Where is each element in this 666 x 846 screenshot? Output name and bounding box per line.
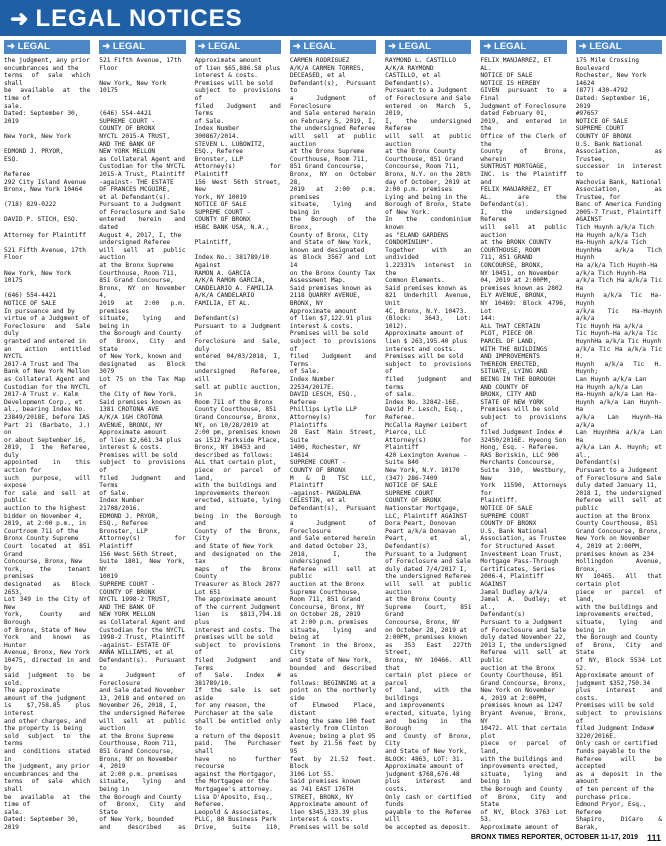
arrow-right-icon: ➜ bbox=[578, 41, 590, 52]
notice-column bbox=[576, 40, 662, 830]
footer-publication: BRONX TIMES REPORTER, OCTOBER 11-17, 2019 bbox=[470, 834, 638, 841]
notice-text: 521 Fifth Avenue, 17th Floor New York, New York 10175 (646) 554-4421 SUPREME COURT - COUNTY OF BRONX NYCTL 2015-A TRUST, AND THE BANK OF NEW YORK MELLON as Collateral Agent and Custodian for the NYCTL 2015-A Trust, Plaintiff -against- THE ESTATE OF FRANCES MCGUIRE, et al Defendant(s). Pursuant to a Judgment of Foreclosure and Sale entered herein and dated August 4, 2017, I, the undersigned Referee will sell at public auction at the Bronx Supreme Courthouse, Room 711, 851 Grand Concourse, Bronx, NY on November 4, 2019 at 2:00 p.m. premises situate, lying and being in the Borough and County of Bronx, City and State of New York, known and designated as Block 3079 Lot 75 on the Tax Map of the City of New York. Said premises known as 1381 CROTONA AVE A/K/A 1GH CROTONA AVENUE, BRONX, NY Approximate amount of lien $2,661.34 plus interest & costs. Premises will be sold subject to provisions of filed Judgment and Terms of Sale. Index Number 21708/2016. EDMOND J. PRYOR, ESQ., Referee Bronster, LLP Attorney(s) for Plaintiff 156 West 56th Street, Suite 1801, New York, NY 10019 SUPREME COURT - COUNTY OF BRONX NYCTL 1998-2 TRUST, AND THE BANK OF NEW YORK MELLON as Collateral Agent and Custodian for the NYCTL 1998-2 Trust, Plaintiff -against- ESTATE OF ANNA WILLIAMS, et al Defendant(s). Pursuant to a Judgment of Foreclosure and Sale dated November 13, 2018 and entered on November 26, 2018, I, the undersigned Referee will sell at public auction at the Bronx Supreme Courthouse, Room 711, 851 Grand Concourse, Bronx, NY on November 4, 2019 at 2:00 p.m. premises situate, lying and being in the Borough and County of Bronx, City and State of New York, bounded and described as bbox=[99, 57, 186, 830]
notice-column bbox=[195, 40, 281, 830]
banner-title: LEGAL NOTICES bbox=[35, 5, 243, 32]
arrow-right-icon: ➜ bbox=[388, 41, 399, 52]
notice-column bbox=[290, 40, 376, 830]
arrow-right-icon: ➜ bbox=[197, 41, 209, 52]
notice-text: the judgment, any prior encumbrances and the terms of sale which shall be available at the time of sale. Dated: September 30, 2019 New York, New York EDMOND J. PRYOR, ESQ. Referee 292 City Island Avenue Bronx, New York 10464 (718) 829-0222 DAVID P. STICH, ESQ. Attorney for Plaintiff 521 Fifth Avenue, 17th Floor New York, New York 10175 (646) 554-4421 NOTICE OF SALE In pursuance and by virtue of a Judgment of Foreclosure and Sale duly granted and entered in an action entitled NYCTL 2017-A Trust and The Bank of New York Mellon as Collateral Agent and Custodian for the NYCTL 2017-A Trust v. Kalm Development Corp., et al., bearing Index No. 23849/2018E, before IAS Part 21 (Barbato, J.) on or about September 16, 2019, I the Referee, duly appointed in this action for such purpose, will expose for sale and sell at public auction to the highest bidder on November 4, 2019, at 2:00 p.m., in Courtroom 711 of the Bronx County Supreme Court located at 851 Grand Concourse, Bronx, New York, the tenant premises designated as Block 2653, Lot 349 in the City of New York, County and Borough of Bronx, State of New York and known as Hunter Avenue, Bronx, New York 10475, directed in and by said judgment to be sold. The approximate amount of the judgment is $7,758.85 plus interest and other charges, and the property is being sold subject to the terms and conditions stated in the judgment, any prior encumbrances and the terms of sale which shall be available at the time of sale. Dated: September 30, 2019 bbox=[4, 57, 91, 830]
legal-section-header bbox=[99, 40, 185, 54]
legal-section-header bbox=[4, 40, 90, 54]
legal-section-label: LEGAL bbox=[303, 41, 336, 52]
arrow-right-icon: ➜ bbox=[483, 41, 495, 52]
legal-section-header bbox=[290, 40, 376, 54]
legal-section-label: LEGAL bbox=[208, 41, 241, 52]
banner-title-wrap bbox=[10, 5, 243, 33]
notice-text: Approximate amount of lien $65,886.58 plus interest & costs. Premises will be sold subject to provisions of filed Judgment and Terms of Sale. Index Number 300867/2014. STEVEN L. LUBOWITZ, ESQ., Referee Bronster, LLP Attorney(s) for Plaintiff 156 West 56th Street, New York, NY 10019 NOTICE OF SALE SUPREME COURT - COUNTY OF BRONX HSBC BANK USA, N.A., Plaintiff, Index No.: 381789/10 Against RAMON A. GARCIA A/K/A RAMON GARCIA, CANDELARIO A. FAMILIA A/K/A CANDELARIO FAMILIA, ET AL. Defendant(s) Pursuant to a Judgment of Foreclosure and Sale, duly entered 04/03/2018, I, the undersigned Referee, will sell at public auction, in Room 711 of the Bronx County Courthouse, 851 Grand Concourse, Bronx, NY, on 10/28/2019 at 2:00 pm, premises known as 1512 Parkside Place, Bronx, NY 10453 and described as follows: ALL that certain plot, piece or parcel of land, with the buildings and improvements thereon erected, situate, lying and being in the Borough and County of the Bronx, City and State of New York and designated on the tax maps of the Bronx County Treasurer as Block 2877 Lot 651 The approximate amount of the current Judgment lien is $813,794.18 plus interest and costs. The premises will be sold subject to provisions of filed Judgment and Terms of Sale. Index # 381789/10. If the sale is set aside for any reason, the Purchaser at the sale shall be entitled only to a return of the deposit paid. The Purchaser shall have no further recourse against the Mortgagor, the Mortgagee or the Mortgagee's attorney. Lisa D'Aposito, Esq., Referee. Leopold & Associates, PLLC, 80 Business Park Drive, Suite 110, bbox=[194, 57, 281, 830]
legal-section-header bbox=[195, 40, 281, 54]
notice-column bbox=[99, 40, 185, 830]
legal-section-header bbox=[576, 40, 662, 54]
notice-column bbox=[385, 40, 471, 830]
legal-section-label: LEGAL bbox=[494, 41, 527, 52]
notice-text: FELIX MANJARREZ, ET AL. NOTICE OF SALE NOTICE IS HEREBY GIVEN pursuant to a Final Judgment of Foreclosure dated February 01, 2019, and entered in the Office of the Clerk of the County of Bronx, wherein SUNTRUST MORTGAGE, INC. is the Plaintiff and FELIX MANJARREZ, ET AL. are the Defendant(s). I, the undersigned Referee will sell at public auction at the BRONX COUNTY COURTHOUSE, ROOM 711, 851 GRAND CONCOURSE, BRONX, NY 10451, on November 04, 2019 at 2:00PM, premises known as 2802 ELY AVENUE, BRONX, NY 10469: Block 4796, Lot 144: ALL THAT CERTAIN PLOT, PIECE OR PARCEL OF LAND, WITH THE BUILDINGS AND IMPROVEMENTS THEREON ERECTED, SITUATE, LYING AND BEING IN THE BOROUGH AND COUNTY OF BRONX, CITY AND STATE OF NEW YORK Premises will be sold subject to provisions of filed Judgment Index # 32450/2016E. Hyeong Son Hong, Esq. - Referee. RAS Boriskin, LLC 900 Merchants Concourse, Suite 310, Westbury, New York 11590, Attorneys for Plaintiff. NOTICE OF SALE SUPREME COURT COUNTY OF BRONX U.S. Bank National Association, as Trustee for Structured Asset Investment Loan Trust, Mortgage Pass-Through Certificates, Series 2006-4, Plaintiff AGAINST Jamal Dudley a/k/a Jamal A. Dudley; et al., Defendant(s) Pursuant to a Judgment of Foreclosure and Sale duly dated November 22, 2013 I, the undersigned Referee will sell at public auction at the Bronx County Courthouse, 851 Grand Concourse, Bronx, New York on November 4, 2019 at 2:00PM, premises known as 1247 Bryant Avenue, Bronx, NY 10472. All that certain plot piece or parcel of land, with the buildings and improvements erected, situate, lying and being in the Borough and County of Bronx, City and State of NY, Block 3763 Lot 53. Approximate amount of bbox=[480, 57, 567, 830]
notice-text: 175 Mile Crossing Boulevard Rochester, New York 14624 (877) 430-4792 Dated: September 16, 2019 #97657 NOTICE OF SALE SUPREME COURT COUNTY OF BRONX U.S. Bank National Association, as Trustee, successor in interest to Wachovia Bank, National Association, as Trustee, for Banc of America Funding 2005-7 Trust, Plaintiff AGAINST Tich Huynh a/k/a Tich Ha Huynh a/k/a Tich Ha-Huynh a/k/a Tich HuynhHa a/k/a Tich Huynh Ha a/k/a Tich Huynh-Ha a/k/a Tich Huynh-Ha a/k/a Tich Ha a/k/a Tic Ha Huynh a/k/a Tic Ha-Huynh a/k/a Tic Ha-Huynh a/k/a Tic Huynh Ha a/k/a Tic Huynh-Ha a/k/a Tic HuynhHa a/k/a Tic Huynh a/k/a Tic Ha a/k/a Tic H. Huynh a/k/a Tic H. Huynh; Lan Huynh a/k/a Lan Ha Huynh a/k/a Lan Ha-Huynh a/k/a Lan Ha- Huynh a/k/a Lan Huynh-Ha a/k/a Lan Huynh-Ha a/k/a Lan HuynhHa a/k/a Lan Ha a/k/a Lan A. Huynh; et al., Defendant(s) Pursuant to a Judgment of Foreclosure and Sale duly dated January 11, 2018 I, the undersigned Referee will sell at public auction at the Bronx County Courthouse, 851 Grand Concourse, Bronx, New York on November 4, 2019 at 2:00PM, premises known as 234 Hollingdon Avenue, Bronx, NY 10465. All that certain plot piece or parcel of land, with the buildings and improvements erected, situate, lying and being in the Borough and County of Bronx, City and State of NY, Block 5534 Lot 52. Approximate amount of judgment $352,750.34 plus interest and costs. Premises will be sold subject to provisions of filed Judgment Index# 3220/2016E. Only cash or certified funds payable to the Referee will be accepted as a deposit in the amount of ten percent of the purchase price. Edmond Pryor, Esq., Referee Shapiro, DiCaro & Barak, bbox=[575, 57, 662, 830]
legal-section-header bbox=[480, 40, 566, 54]
page-footer bbox=[0, 832, 666, 846]
notice-text: RAYMOND L. CASTILLO A/K/A RAYMOND CASTILLO, et al Defendant(s). Pursuant to a Judgment of Foreclosure and Sale entered on March 5, 2019, I, the undersigned Referee will sell at public auction at the Bronx County Courthouse, 851 Grand Concourse, Room 711, Bronx, N.Y. on the 28th day of October, 2019 at 2:00 p.m. premises Lying and being in the Borough of Bronx, State of New York. In the condominium known as "ELAND GARDENS CONDOMINIUM". Together with an undivided 1.22331% interest in the Common Elements. Said premises known as 821 Underhill Avenue, Unit 4C, Bronx, N.Y. 10473. (Block: 3643, Lot: 1012). Approximate amount of lien $ 263,195.40 plus interest and costs. Premises will be sold subject to provisions of filed judgment and terms of sale. Index No. 32842-16E. David P. Lesch, Esq., Referee. McCalla Raymer Leibert Pierce, LLC Attorney(s) for Plaintiff 420 Lexington Avenue - Suite 840 New York, N.Y. 10170 (347) 286-7409 NOTICE OF SALE SUPREME COURT COUNTY OF BRONX Nationstar Mortgage, LLC, Plaintiff AGAINST Dora Peart, Donovan Peart a/k/a Donavan Peart, et al, Defendant(s) Pursuant to a Judgment of Foreclosure and Sale duly dated 7/4/2017 I, the undersigned Referee will sell at public auction at the Bronx County Supreme Court, 851 Grand Concourse, Bronx, NY on October 28, 2019 at 2:00PM, premises known as 353 East 227th Street, Bronx, NY 10466. All that certain plot piece or parcel of land, with the buildings and improvements erected, situate, lying and being in the Borough and County of Bronx, City and State of New York, BLOCK: 4863, LOT: 31. Approximate amount of judgment $768,676.48 plus interest and costs. Only cash or certified funds payable to the Referee will be accepted as deposit. bbox=[385, 57, 472, 830]
notice-column bbox=[4, 40, 90, 830]
arrow-right-icon: ➜ bbox=[10, 6, 30, 31]
legal-section-label: LEGAL bbox=[17, 41, 50, 52]
arrow-right-icon: ➜ bbox=[102, 41, 113, 52]
legal-section-label: LEGAL bbox=[589, 41, 622, 52]
notice-text: CARMEN RODRIGUEZ A/K/A CARMEN TORRES, DECEASED, et al Defendant(s), Pursuant to a Judgment of Foreclosure and Sale entered herein on February 5, 2019, I, the undersigned Referee will sell at public auction at the Bronx Supreme Courthouse, Room 711, 851 Grand Concourse, Bronx, NY on October 28, 2019 at 2:00 p.m. premises situate, lying and being in the Borough of the Bronx, County of Bronx, City and State of New York, known and designated as Block 3567 and Lot 14 on the Bronx County Tax Assessment Map. Said premises known as 2118 QUARRY AVENUE, BRONX, NY Approximate amount of lien $7,122.91 plus interest & costs. Premises will be sold subject to provisions of filed Judgment and Terms of Sale. Index Number 22534/2017E. DAVID LESCH, ESQ., Referee Phillips Lytle LLP Attorney(s) for Plaintiffs 28 East Main Street, Suite 1400, Rochester, NY 14614 SUPREME COURT - COUNTY OF BRONX M & D TSC LLC, Plaintiff -against- MAGDALENA CELESTIN, et al Defendant(s), Pursuant to a Judgment of Foreclosure and Sale entered herein and dated October 23, 2018, I, the undersigned Referee will sell at public auction at the Bronx Supreme Courthouse, Room 711, 851 Grand Concourse, Bronx, NY on October 28, 2019 at 2:00 p.m. premises situate, lying and being at Tremont in the Bronx, City and State of New York, bounded and described as follows: BEGINNING at a point on the northerly side of Elmwood Place, distant along the same 100 feet easterly from Clinton Avenue; being a plot 95 feet by 21.56 feet by 95 feet by 21.52 feet. Block 3106 Lot 55. Said premises known as 741 EAST 176TH STREET, BRONX, NY Approximate amount of lien $345,333.39 plus interest & costs. Premises will be sold bbox=[289, 57, 377, 830]
notice-columns bbox=[0, 40, 666, 830]
notice-column bbox=[480, 40, 566, 830]
legal-section-label: LEGAL bbox=[112, 41, 146, 52]
legal-notices-banner bbox=[0, 0, 666, 36]
arrow-right-icon: ➜ bbox=[292, 41, 304, 52]
page-number: 111 bbox=[646, 833, 661, 843]
legal-section-label: LEGAL bbox=[398, 41, 431, 52]
legal-section-header bbox=[385, 40, 471, 54]
arrow-right-icon: ➜ bbox=[7, 41, 18, 52]
